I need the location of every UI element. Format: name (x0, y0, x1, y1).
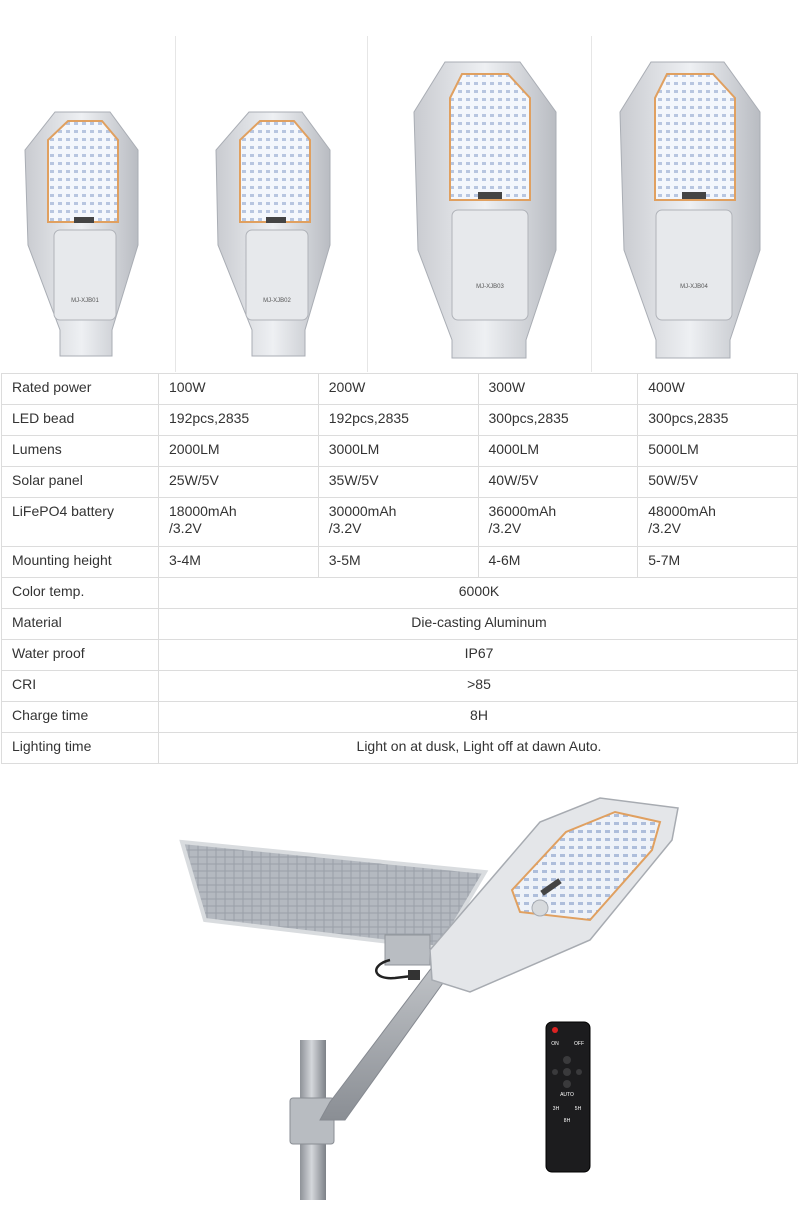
cell-value: 40W/5V (478, 467, 638, 498)
lamp-image-4 (620, 62, 760, 358)
center-button (563, 1068, 571, 1076)
lamp-illustrations (0, 0, 800, 374)
row-label: Charge time (2, 702, 159, 733)
lamp-image-2 (216, 112, 330, 356)
model-label-3: MJ-XJB03 (476, 284, 504, 290)
cable-connector (408, 970, 420, 980)
down-button (563, 1080, 571, 1088)
row-label: Material (2, 609, 159, 640)
table-row (2, 547, 798, 578)
left-button (552, 1069, 558, 1075)
cell-value: 25W/5V (159, 467, 319, 498)
lamp-image-3 (414, 62, 556, 358)
installation-scene (0, 780, 800, 1200)
cell-value: 5000LM (638, 436, 798, 467)
table-row (2, 733, 798, 764)
cell-value: 300pcs,2835 (478, 405, 638, 436)
model-label-1: MJ-XJB01 (71, 298, 99, 304)
cell-value: 35W/5V (318, 467, 478, 498)
remote-control (546, 1022, 590, 1172)
row-label: Color temp. (2, 578, 159, 609)
cell-value: 200W (318, 374, 478, 405)
table-row (2, 405, 798, 436)
remote-5h-label: 5H (574, 1106, 582, 1112)
cell-value: 30000mAh /3.2V (318, 498, 478, 547)
cell-value: 50W/5V (638, 467, 798, 498)
table-row (2, 374, 798, 405)
installed-lamp-illustration (0, 780, 800, 1200)
table-row (2, 671, 798, 702)
model-label-2: MJ-XJB02 (263, 298, 291, 304)
cell-value: 48000mAh /3.2V (638, 498, 798, 547)
power-led-icon (552, 1027, 558, 1033)
cell-value: 192pcs,2835 (159, 405, 319, 436)
table-row (2, 498, 798, 547)
row-label: CRI (2, 671, 159, 702)
up-button (563, 1056, 571, 1064)
cell-value: IP67 (159, 640, 798, 671)
cell-value: 3000LM (318, 436, 478, 467)
remote-off-label: OFF (574, 1041, 584, 1047)
table-row (2, 702, 798, 733)
row-label: Water proof (2, 640, 159, 671)
remote-3h-label: 3H (552, 1106, 560, 1112)
cell-value: 18000mAh /3.2V (159, 498, 319, 547)
cell-value: 100W (159, 374, 319, 405)
cell-value: 36000mAh /3.2V (478, 498, 638, 547)
remote-8h-label: 8H (563, 1118, 571, 1124)
cell-value: 3-4M (159, 547, 319, 578)
cell-value: Light on at dusk, Light off at dawn Auto. (159, 733, 798, 764)
cell-value: 5-7M (638, 547, 798, 578)
model-label-4: MJ-XJB04 (680, 284, 708, 290)
cell-value: 3-5M (318, 547, 478, 578)
row-label: Lighting time (2, 733, 159, 764)
cell-value: 300pcs,2835 (638, 405, 798, 436)
table-row (2, 640, 798, 671)
remote-auto-label: AUTO (560, 1092, 574, 1098)
cell-value: 4000LM (478, 436, 638, 467)
row-label: Mounting height (2, 547, 159, 578)
right-button (576, 1069, 582, 1075)
cell-value: Die-casting Aluminum (159, 609, 798, 640)
row-label: LED bead (2, 405, 159, 436)
lamp-image-1 (25, 112, 138, 356)
lamp-button (532, 900, 548, 916)
row-label: Lumens (2, 436, 159, 467)
cell-value: 2000LM (159, 436, 319, 467)
cell-value: 300W (478, 374, 638, 405)
table-row (2, 467, 798, 498)
cell-value: 4-6M (478, 547, 638, 578)
panel-bracket (385, 935, 430, 965)
solar-panel (182, 842, 485, 948)
spec-table (1, 373, 798, 764)
cell-value: 8H (159, 702, 798, 733)
cell-value: 400W (638, 374, 798, 405)
product-images-row (0, 0, 800, 374)
cell-value: >85 (159, 671, 798, 702)
cell-value: 6000K (159, 578, 798, 609)
table-row (2, 436, 798, 467)
cell-value: 192pcs,2835 (318, 405, 478, 436)
row-label: Rated power (2, 374, 159, 405)
table-row (2, 609, 798, 640)
remote-on-label: ON (551, 1041, 559, 1047)
table-row (2, 578, 798, 609)
row-label: Solar panel (2, 467, 159, 498)
row-label: LiFePO4 battery (2, 498, 159, 547)
pole-clamp (290, 1098, 334, 1144)
